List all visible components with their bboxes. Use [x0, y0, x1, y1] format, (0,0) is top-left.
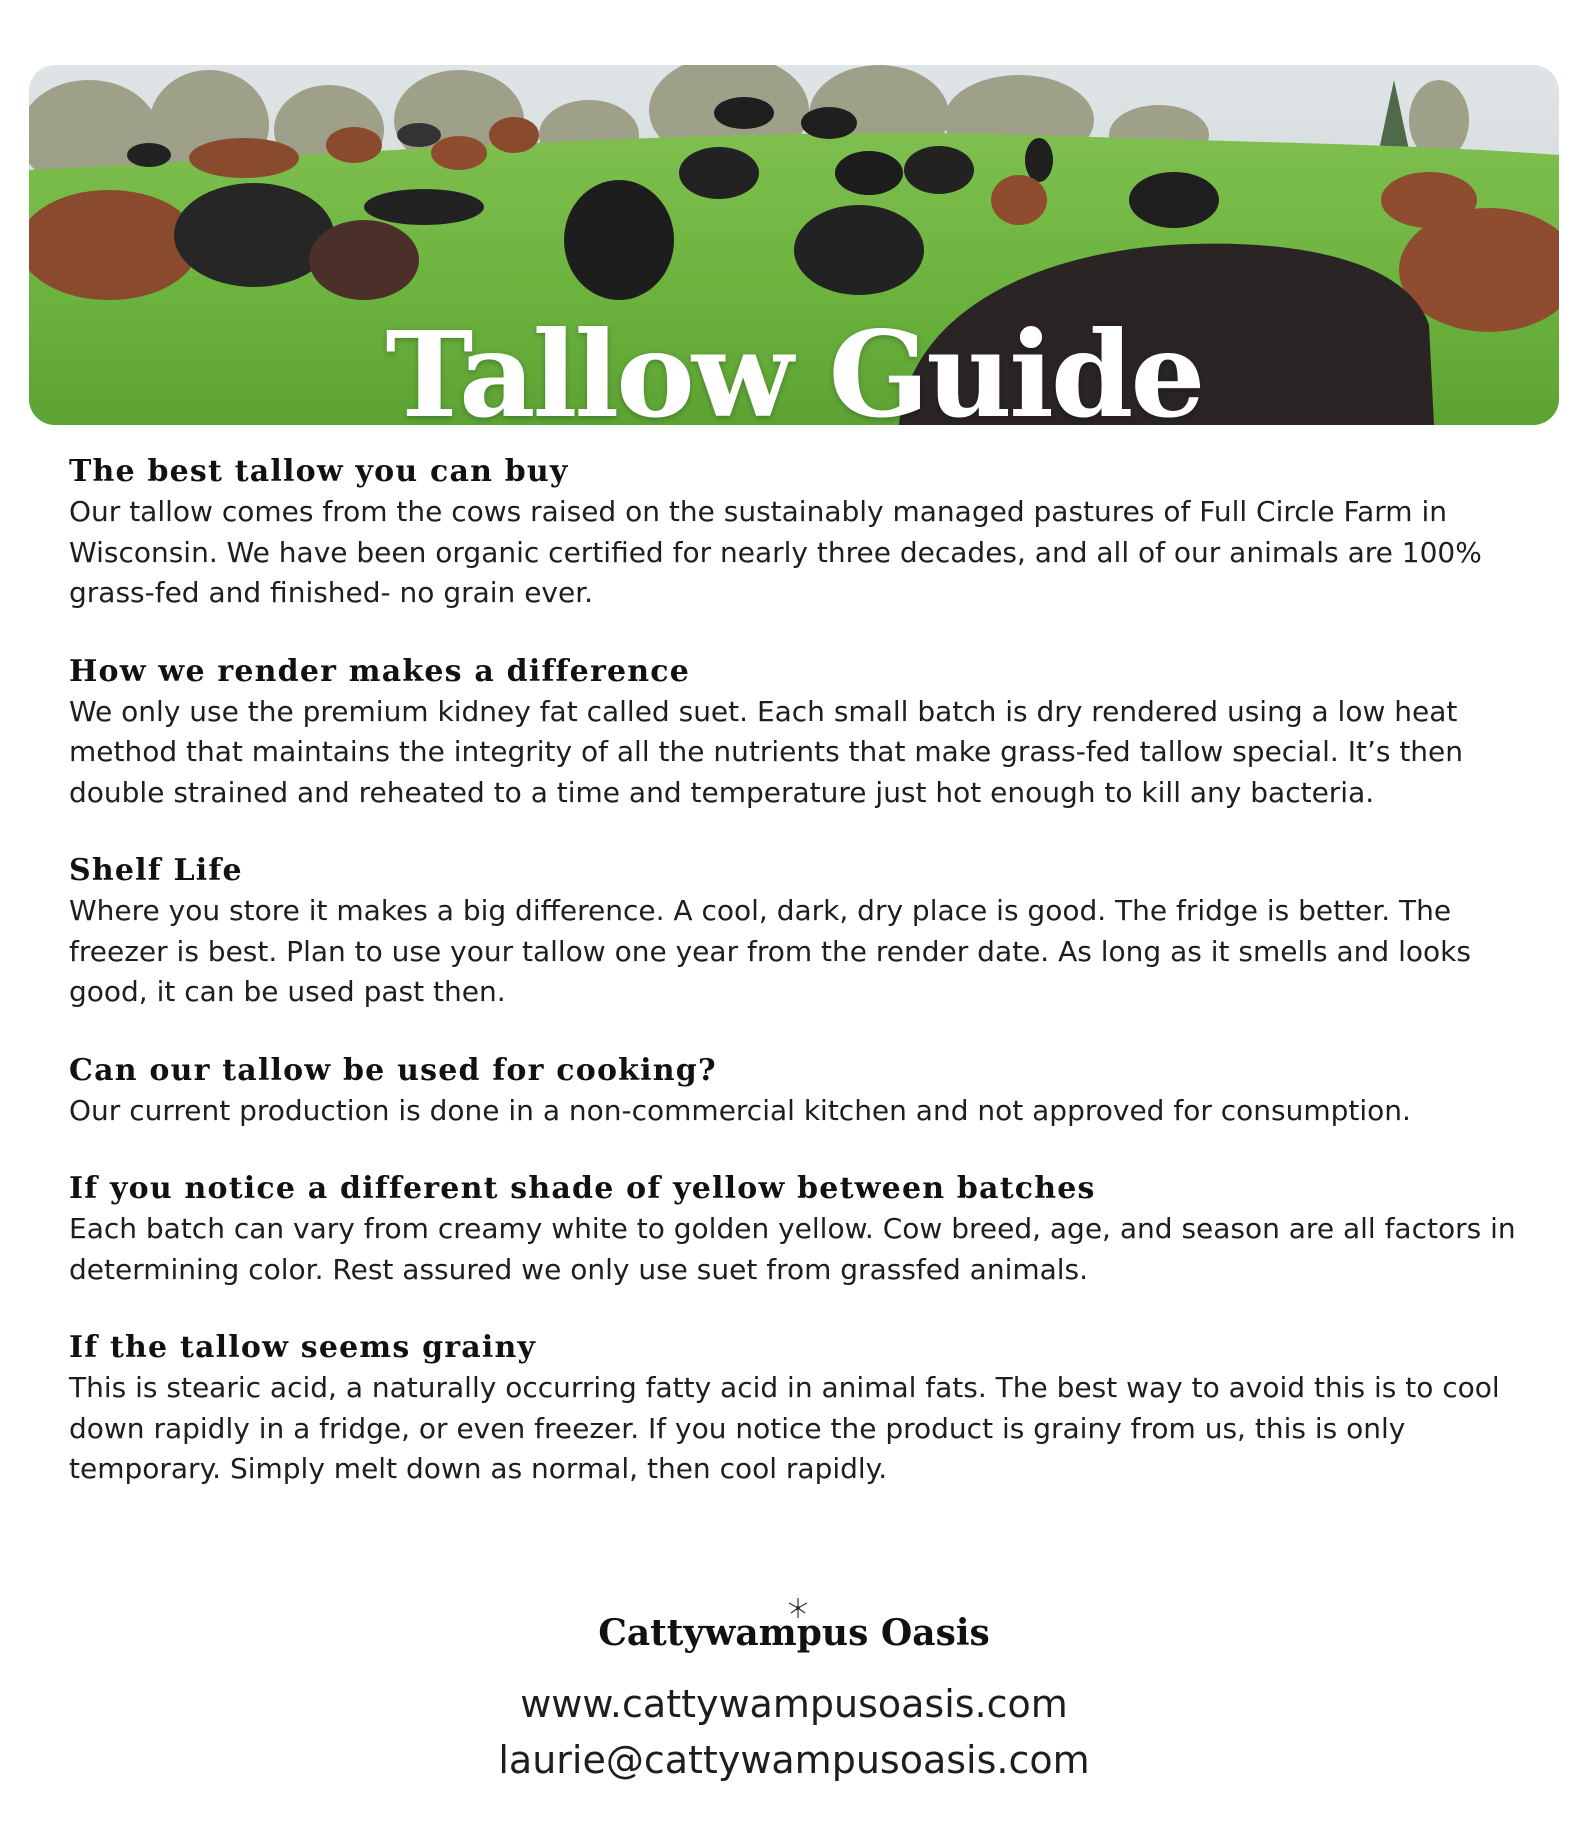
- section-how-we-render: [69, 652, 1529, 814]
- section-body: We only use the premium kidney fat called suet. Each small batch is dry rendered using a low heat method that maintains the integrity of all the nutrients that make grass-fed tallow special. It’s then double strained and reheated to a time and temperature just hot enough to kill any bacteria.: [69, 694, 1464, 809]
- section-color-variation: [69, 1169, 1529, 1290]
- section-grainy: [69, 1328, 1529, 1490]
- section-body: Our tallow comes from the cows raised on the sustainably managed pastures of Full Circle Farm in Wisconsin. We have been organic certified for nearly three decades, and all of our animals are 100% grass-fed and finished- no grain ever.: [69, 495, 1482, 609]
- dandelion-icon: [786, 1596, 810, 1620]
- section-heading: If the tallow seems grainy: [69, 1330, 537, 1365]
- section-heading: How we render makes a difference: [69, 653, 690, 689]
- email-link[interactable]: laurie@cattywampusoasis.com: [498, 1738, 1090, 1782]
- website-link[interactable]: www.cattywampusoasis.com: [520, 1682, 1068, 1726]
- brand-logo: [598, 1608, 990, 1658]
- section-body: This is stearic acid, a naturally occurring fatty acid in animal fats. The best way to avoid this is to cool down rapidly in a fridge, or even freezer. If you notice the product is grainy from us, this is only temporary. Simply melt down as normal, then cool rapidly.: [69, 1371, 1500, 1485]
- hero-banner: [29, 65, 1559, 425]
- footer: [0, 1608, 1588, 1788]
- section-body: Our current production is done in a non-commercial kitchen and not approved for consumption.: [69, 1093, 1411, 1127]
- section-heading: If you notice a different shade of yellow between batches: [69, 1171, 1096, 1206]
- brand-name: Cattywampus Oasis: [598, 1612, 990, 1654]
- section-best-tallow: [69, 452, 1529, 614]
- section-shelf-life: [69, 851, 1529, 1013]
- section-cooking: [69, 1051, 1529, 1132]
- page-title: Tallow Guide: [385, 305, 1203, 425]
- section-heading: The best tallow you can buy: [69, 454, 569, 489]
- section-body: Each batch can vary from creamy white to golden yellow. Cow breed, age, and season are all factors in determining color. Rest assured we only use suet from grassfed animals.: [69, 1212, 1516, 1286]
- section-body: Where you store it makes a big difference. A cool, dark, dry place is good. The fridge is better. The freezer is best. Plan to use your tallow one year from the render date. As long as it smells and looks good, it can be used past then.: [69, 894, 1471, 1008]
- guide-content: [69, 452, 1529, 1528]
- section-heading: Shelf Life: [69, 853, 243, 888]
- section-heading: Can our tallow be used for cooking?: [69, 1052, 717, 1088]
